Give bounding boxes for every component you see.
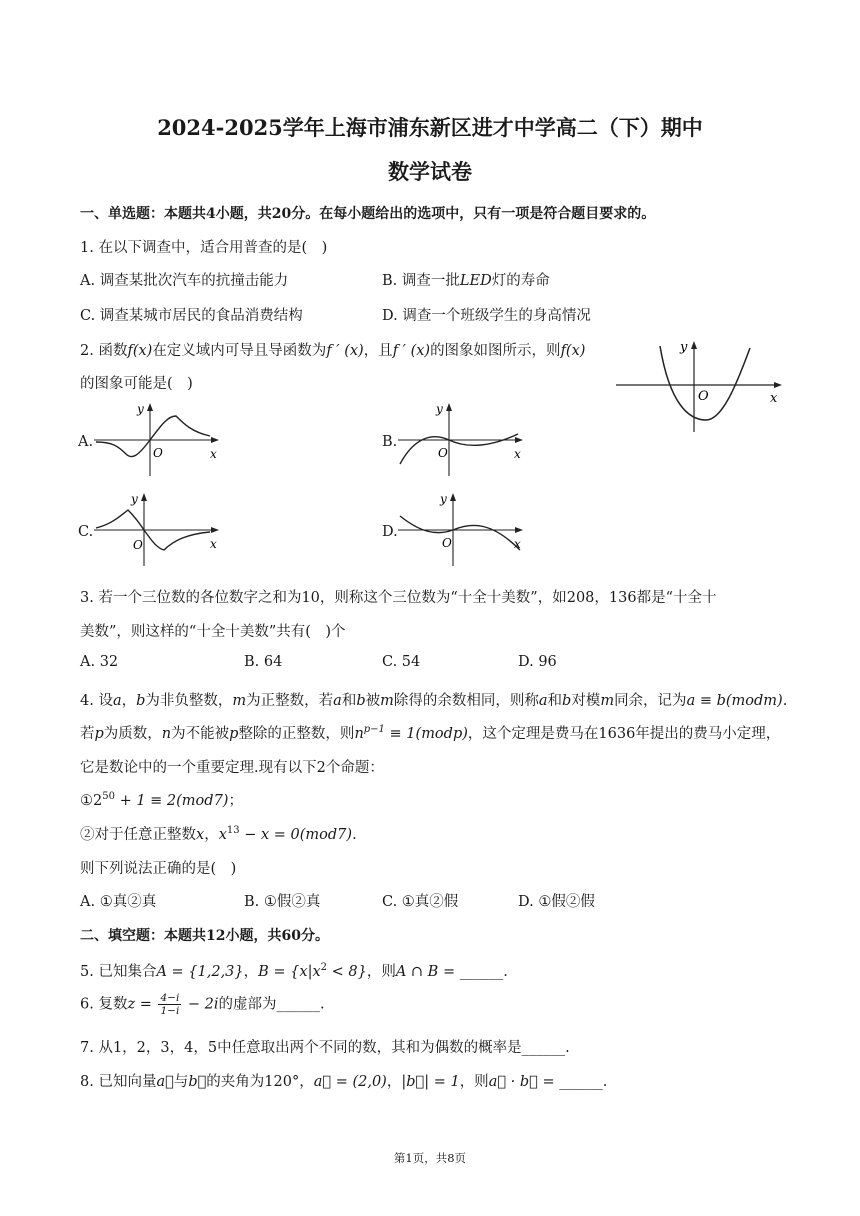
q8-stem: 8. 已知向量a⃗与b⃗的夹角为120°，a⃗ = (2,0)，|b⃗| = 1，则a⃗ · b⃗ = ______. <box>80 1074 608 1090</box>
q2-option-a-graph <box>92 398 227 478</box>
q1-option-a: A. 调查某批次汽车的抗撞击能力 <box>80 273 289 289</box>
q4-question: 则下列说法正确的是( ) <box>80 861 237 877</box>
q2-option-b-graph <box>396 398 531 478</box>
q2-b-origin-label: O <box>438 446 448 460</box>
q2-graph-y-label: y <box>680 340 688 355</box>
q2-c-x-label: x <box>210 537 217 551</box>
q4-option-c: C. ①真②假 <box>382 894 459 910</box>
q4-option-b: B. ①假②真 <box>244 894 321 910</box>
q2-c-origin-label: O <box>133 538 143 552</box>
q6-fraction: $\frac{4-i}{1-i}$ <box>160 992 180 1017</box>
q2-option-c-label: C. <box>78 524 94 540</box>
q2-option-b-label: B. <box>382 434 398 450</box>
q2-d-x-label: x <box>514 537 521 551</box>
q2-option-c-graph <box>92 488 227 568</box>
q3-stem-line2: 美数”，则这样的“十全十美数”共有( )个 <box>80 624 346 640</box>
page-footer: 第1页，共8页 <box>393 1151 467 1165</box>
q2-b-x-label: x <box>514 447 521 461</box>
q3-option-c: C. 54 <box>382 654 421 670</box>
q4-option-a: A. ①真②真 <box>80 894 157 910</box>
q3-stem-line1: 3. 若一个三位数的各位数字之和为10，则称这个三位数为“十全十美数”，如208，136都是“十全十 <box>80 590 717 606</box>
q2-graph-x-label: x <box>770 391 778 406</box>
q2-derivative-graph <box>612 336 787 436</box>
q2-d-origin-label: O <box>442 536 452 550</box>
q2-option-d-label: D. <box>382 524 398 540</box>
q4-option-d: D. ①假②假 <box>518 894 595 910</box>
q2-option-d-graph <box>396 488 531 568</box>
q1-option-b: B. 调查一批LED灯的寿命 <box>382 273 550 289</box>
q4-stem-line2: 若p为质数，n为不能被p整除的正整数，则$n^{p-1}$ ≡ 1(modp)，这个定理是费马在1636年提出的费马小定理， <box>80 724 781 742</box>
q2-a-x-label: x <box>210 447 217 461</box>
q7-stem: 7. 从1，2，3，4，5中任意取出两个不同的数，其和为偶数的概率是______. <box>80 1040 570 1056</box>
q2-stem-line1: 2. 函数f(x)在定义域内可导且导函数为f ′ (x)，且f ′ (x)的图象如图所示，则f(x) <box>80 343 586 359</box>
q2-option-a-label: A. <box>78 434 94 450</box>
section-single-choice-header: 一、单选题：本题共4小题，共20分。在每小题给出的选项中，只有一项是符合题目要求的。 <box>80 206 656 222</box>
q3-option-a: A. 32 <box>80 654 119 670</box>
q6-stem: 6. 复数z = $\frac{4-i}{1-i}$ − 2i的虚部为______. <box>80 992 325 1017</box>
q2-b-y-label: y <box>436 402 443 416</box>
q4-stem-line1: 4. 设a，b为非负整数，m为正整数，若a和b被m除得的余数相同，则称a和b对模m同余，记为a ≡ b(modm). <box>80 693 788 709</box>
q4-statement-1: $①2^{50} + 1 \equiv 2(mod7)$； <box>80 791 243 809</box>
q2-graph-origin-label: O <box>698 389 709 404</box>
q6-answer-blank[interactable]: ______ <box>276 996 321 1013</box>
q8-answer-blank[interactable]: ______ <box>559 1074 603 1090</box>
q3-option-b: B. 64 <box>244 654 283 670</box>
q5-answer-blank[interactable]: ______ <box>459 964 504 980</box>
q2-a-origin-label: O <box>153 446 163 460</box>
q4-stem-line3: 它是数论中的一个重要定理.现有以下2个命题： <box>80 760 384 776</box>
exam-title-line2: 数学试卷 <box>388 159 472 184</box>
q5-stem: 5. 已知集合A = {1,2,3}，$B = \{x|x^2 < 8\}$，则A ∩ B = ______. <box>80 962 508 980</box>
q2-d-y-label: y <box>440 492 447 506</box>
q2-c-y-label: y <box>131 492 138 506</box>
q1-option-d: D. 调查一个班级学生的身高情况 <box>382 308 591 324</box>
q7-answer-blank[interactable]: ______ <box>521 1040 566 1056</box>
q1-stem: 1. 在以下调查中，适合用普查的是( ) <box>80 240 328 256</box>
q4-statement-2: ②对于任意正整数x，$x^{13} - x = 0(mod7)$. <box>80 825 357 843</box>
q3-option-d: D. 96 <box>518 654 557 670</box>
exam-title-line1: 2024-2025学年上海市浦东新区进才中学高二（下）期中 <box>157 115 703 140</box>
q2-stem-line2: 的图象可能是( ) <box>80 376 193 392</box>
q2-a-y-label: y <box>137 402 144 416</box>
q1-option-c: C. 调查某城市居民的食品消费结构 <box>80 308 303 324</box>
section-fill-in-header: 二、填空题：本题共12小题，共60分。 <box>80 928 329 944</box>
